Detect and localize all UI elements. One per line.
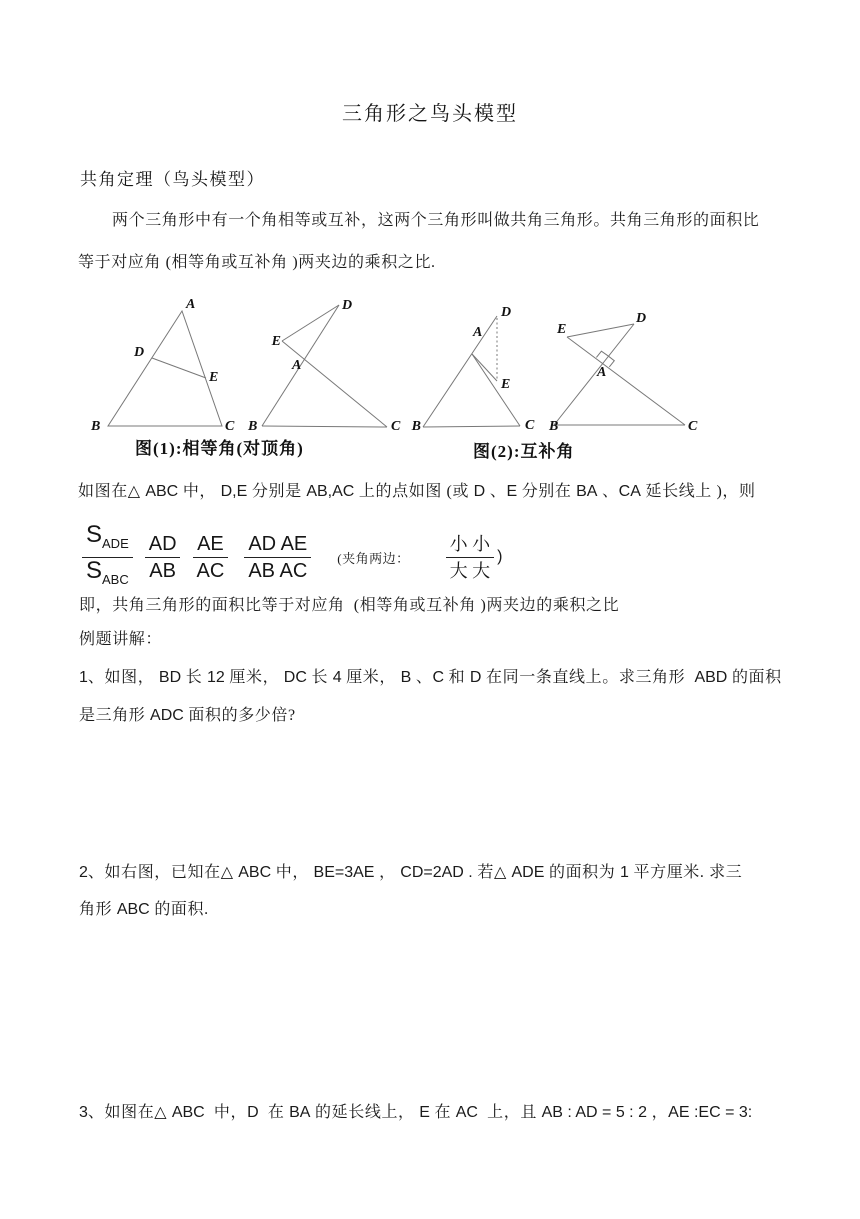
triangle-abc-outline	[108, 311, 222, 426]
right-angle-mark-left	[596, 351, 608, 357]
setup-line: 如图在△ ABC 中， D,E 分别是 AB,AC 上的点如图 (或 D 、E 分别在 BA 、CA 延长线上 )，则	[78, 483, 756, 500]
line-ec	[282, 341, 387, 427]
page-title: 三角形之鸟头模型	[342, 103, 518, 125]
vertex-label-c: C	[688, 419, 698, 434]
line-bad	[423, 316, 497, 427]
problem-1-line-2: 是三角形 ADC 面积的多少倍?	[79, 707, 296, 724]
segment-ed	[567, 324, 634, 337]
vertex-label-d: D	[501, 305, 512, 320]
fraction-ad-ab: $\frac{AD}{AB}$	[145, 531, 181, 584]
vertex-label-e: E	[271, 334, 281, 349]
fraction-product: $\frac{\text{AD AE}}{\text{AB AC}}$	[244, 531, 311, 584]
problem-1-line-1: 1、如图， BD 长 12 厘米， DC 长 4 厘米， B 、C 和 D 在同一条直线上。求三角形 ABD 的面积	[79, 669, 782, 686]
close-paren: )	[497, 548, 503, 566]
s-ade: S	[86, 521, 103, 548]
segment-bc	[262, 426, 387, 427]
fraction-small-over-large: $\frac{\text{小 小}}{\text{大 大}}$	[446, 531, 495, 584]
problem-3-line-1: 3、如图在△ ABC 中，D 在 BA 的延长线上， E 在 AC 上，且 AB : AD = 5 : 2 ，AE :EC = 3:	[79, 1104, 753, 1121]
area-ratio-formula	[82, 522, 502, 593]
segment-ac	[472, 354, 520, 426]
problem-2-line-2: 角形 ABC 的面积.	[79, 901, 209, 918]
problem-2-line-1: 2、如右图，已知在△ ABC 中， BE=3AE ， CD=2AD . 若△ ADE 的面积为 1 平方厘米. 求三	[79, 864, 743, 881]
figure2-caption: 图(2):互补角	[473, 442, 575, 461]
segment-ed	[282, 305, 339, 341]
vertex-label-c: C	[225, 419, 235, 434]
figure-equal-angle-triangle	[90, 297, 235, 434]
conclusion-line: 即，共角三角形的面积比等于对应角 (相等角或互补角 )两夹边的乘积之比	[79, 597, 620, 614]
geometry-figures	[80, 293, 720, 441]
vertex-label-d: D	[342, 298, 353, 313]
fraction-area-ratio: $\frac{S_{ADE}}{S_{ABC}}$	[82, 522, 133, 593]
vertex-label-b: B	[549, 419, 559, 434]
vertex-label-a: A	[292, 358, 302, 373]
vertex-label-a: A	[473, 325, 483, 340]
vertex-label-d: D	[134, 345, 145, 360]
segment-bc	[423, 426, 520, 427]
figure1-caption: 图(1):相等角(对顶角)	[135, 439, 304, 458]
vertex-label-e: E	[209, 370, 219, 385]
vertex-label-b: B	[411, 419, 421, 434]
examples-heading: 例题讲解：	[79, 631, 163, 648]
figure-supplementary-cross	[548, 311, 698, 434]
section-heading: 共角定理（鸟头模型）	[80, 170, 265, 189]
right-angle-mark-right	[608, 356, 614, 367]
segment-ae	[472, 354, 497, 381]
figure-vertical-angles	[247, 298, 401, 434]
vertex-label-b: B	[248, 419, 258, 434]
segment-de	[152, 358, 206, 378]
figure-supplementary-extension	[411, 305, 535, 434]
s-abc: S	[86, 556, 103, 584]
vertex-label-e: E	[557, 322, 567, 337]
vertex-label-a: A	[597, 365, 607, 380]
fraction-ae-ac: $\frac{AE}{AC}$	[193, 531, 229, 584]
line-bad	[554, 324, 634, 425]
vertex-label-b: B	[91, 419, 101, 434]
vertex-label-a: A	[186, 297, 196, 312]
line-eac	[567, 337, 685, 425]
intro-line-2: 等于对应角 (相等角或互补角 )两夹边的乘积之比.	[78, 254, 436, 271]
vertex-label-d: D	[636, 311, 647, 326]
vertex-label-c: C	[525, 418, 535, 433]
intro-line-1: 两个三角形中有一个角相等或互补，这两个三角形叫做共角三角形。共角三角形的面积比	[112, 212, 760, 229]
included-sides-note: (夹角两边：	[337, 550, 410, 566]
vertex-label-c: C	[391, 419, 401, 434]
vertex-label-e: E	[501, 377, 511, 392]
